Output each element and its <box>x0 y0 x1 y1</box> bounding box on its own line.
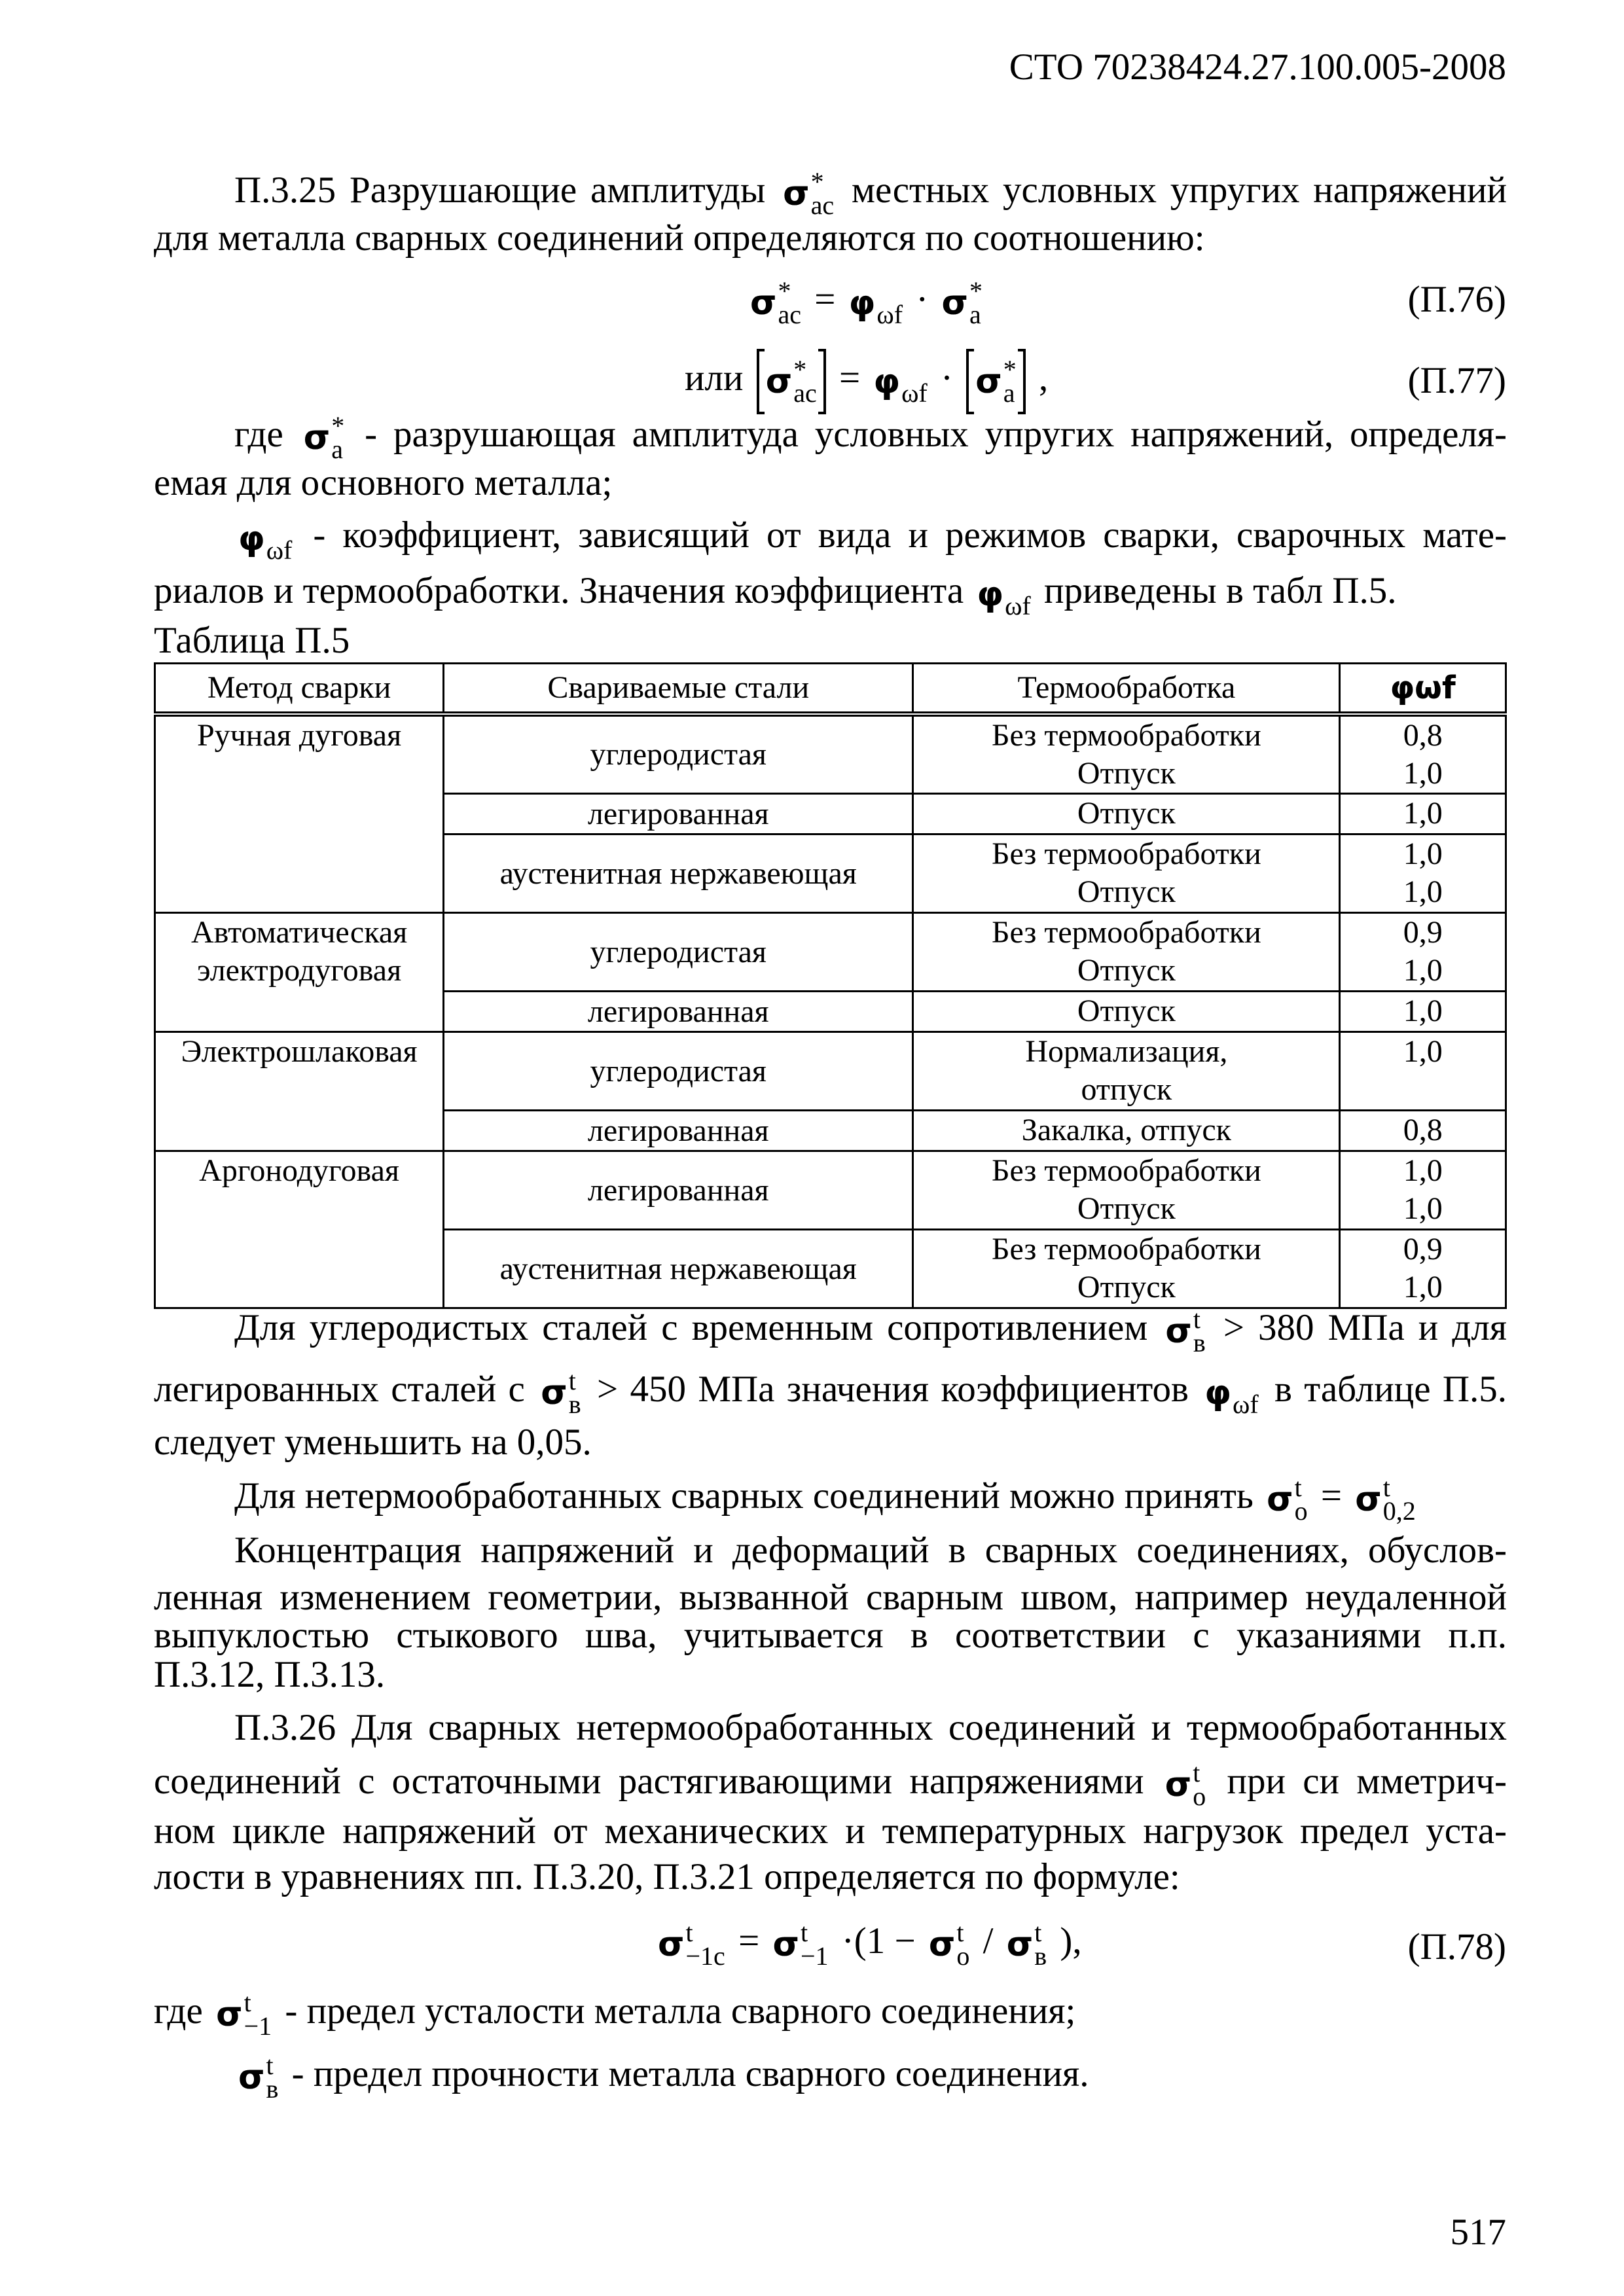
bracket <box>966 349 974 414</box>
text-run: лости в уравнениях пп. П.3.20, П.3.21 определяется по формуле: <box>154 1856 1180 1897</box>
heat-treatment-cell <box>913 1111 1340 1151</box>
math-symbol <box>757 349 826 414</box>
cell-line: Автоматическая электродуговая <box>190 915 408 988</box>
text-run: Таблица П.5 <box>154 620 350 661</box>
symbol-base: σ <box>765 362 793 401</box>
text-line <box>154 567 1396 619</box>
superscript: * <box>969 276 983 306</box>
symbol-base: φ <box>977 574 1004 614</box>
cell-line: Без термообработки <box>991 836 1261 871</box>
text-line <box>234 1704 1507 1752</box>
superscript: t <box>568 1365 576 1395</box>
superscript: t <box>1382 1472 1390 1502</box>
page-number: 517 <box>1450 2212 1506 2253</box>
steel-cell <box>444 714 913 794</box>
cell-line: 1,0 <box>1403 953 1443 988</box>
coefficient-cell <box>1340 794 1506 834</box>
superscript: t <box>244 1987 251 2017</box>
text-run: - предел усталости металла сварного соединения; <box>285 1990 1076 2032</box>
text-run: емая для основного металла; <box>154 462 613 503</box>
superscript: t <box>266 2050 274 2080</box>
text-run: , <box>1038 357 1049 399</box>
cell-line: легированная <box>587 1113 769 1148</box>
text-run: = <box>814 279 836 320</box>
steel-cell <box>444 834 913 913</box>
cell-line: Отпуск <box>1077 1270 1176 1304</box>
cell-line: 1,0 <box>1403 874 1443 909</box>
text-run: П.3.26 Для сварных нетермообработанных соединений и термообработанных <box>234 1707 1507 1748</box>
welding-method-cell <box>155 714 444 913</box>
text-run: Для нетермообработанных сварных соединений можно принять <box>234 1475 1254 1516</box>
superscript: * <box>1003 355 1017 384</box>
welding-method-cell <box>155 1151 444 1308</box>
subscript: ωf <box>901 378 928 408</box>
cell-line: Без термообработки <box>991 1232 1261 1266</box>
superscript: t <box>1193 1304 1201 1334</box>
text-run: выпуклостью стыкового шва, учитывается в соответствии с указаниями п.п. <box>154 1615 1507 1656</box>
symbol-base: σ <box>1267 1479 1293 1519</box>
equation-number: (П.76) <box>1407 279 1506 320</box>
cell-line: углеродистая <box>590 737 767 772</box>
coefficient-cell <box>1340 1032 1506 1111</box>
text-run: > 380 МПа и для <box>1223 1307 1507 1348</box>
subscript: в <box>1034 1941 1047 1971</box>
cell-line: легированная <box>587 994 769 1029</box>
cell-line: Электрошлаковая <box>181 1034 418 1069</box>
math-symbol <box>303 410 345 464</box>
text-run: > 450 МПа значения коэффициентов <box>596 1369 1189 1410</box>
column-header: Свариваемые стали <box>444 664 913 715</box>
superscript: t <box>1294 1472 1302 1502</box>
equation-number: (П.78) <box>1407 1926 1506 1967</box>
symbol-base: σ <box>238 2057 265 2097</box>
table-caption <box>154 617 350 665</box>
steel-cell <box>444 1230 913 1308</box>
subscript: ωf <box>266 535 293 565</box>
cell-line: Отпуск <box>1077 874 1176 909</box>
table-row <box>155 913 1506 992</box>
cell-line: Отпуск <box>1077 1191 1176 1226</box>
text-run: или <box>685 357 744 399</box>
cell-line: Без термообработки <box>991 1153 1261 1188</box>
equation-number: (П.77) <box>1407 360 1506 401</box>
text-run: риалов и термообработки. Значения коэффициента <box>154 570 964 611</box>
superscript: t <box>685 1917 693 1947</box>
steel-cell <box>444 1151 913 1230</box>
cell-line: 1,0 <box>1403 994 1443 1028</box>
math-symbol <box>1165 1304 1206 1357</box>
welding-method-cell <box>155 913 444 1032</box>
text-run: ленная изменением геометрии, вызванной сварным швом, например неудаленной <box>154 1577 1507 1618</box>
text-line <box>154 1853 1180 1901</box>
math-symbol <box>238 2050 279 2104</box>
cell-line: 0,8 <box>1403 1113 1443 1147</box>
text-line <box>234 1304 1507 1355</box>
subscript: в <box>266 2073 279 2104</box>
superscript: * <box>778 276 791 306</box>
heat-treatment-cell <box>913 1230 1340 1308</box>
text-line <box>234 166 1507 218</box>
text-run: П.3.25 Разрушающие амплитуды <box>234 170 766 211</box>
text-run: соединений с остаточными растягивающими напряжениями <box>154 1761 1144 1802</box>
subscript: ωf <box>876 299 903 329</box>
text-run: где <box>154 1990 203 2032</box>
text-run: в таблице П.5. <box>1274 1369 1507 1410</box>
text-run: П.3.12, П.3.13. <box>154 1654 386 1695</box>
cell-line: 1,0 <box>1403 1153 1443 1188</box>
superscript: * <box>793 355 807 384</box>
text-line <box>154 1418 592 1467</box>
subscript: a <box>1003 378 1015 408</box>
symbol-base: σ <box>1355 1479 1382 1519</box>
subscript: a <box>331 434 344 464</box>
text-line <box>154 459 612 507</box>
subscript: ac <box>793 378 817 408</box>
symbol-base: σ <box>303 418 331 457</box>
steel-cell <box>444 913 913 992</box>
heat-treatment-cell <box>913 913 1340 992</box>
math-symbol <box>1355 1472 1416 1526</box>
text-run: для металла сварных соединений определяются по соотношению: <box>154 217 1205 259</box>
heat-treatment-cell <box>913 714 1340 794</box>
symbol-base: φ <box>1204 1372 1231 1412</box>
cell-line: 1,0 <box>1403 796 1443 831</box>
text-run: = <box>839 357 861 399</box>
math-symbol <box>928 1917 970 1971</box>
text-run: при си мметрич- <box>1227 1761 1507 1802</box>
math-symbol <box>941 276 983 329</box>
subscript: o <box>1193 1781 1206 1811</box>
heat-treatment-cell <box>913 1032 1340 1111</box>
cell-line: Без термообработки <box>991 718 1261 753</box>
heat-treatment-cell <box>913 992 1340 1032</box>
subscript: ac <box>810 190 835 220</box>
subscript: −1 <box>244 2011 272 2041</box>
formula <box>746 276 986 327</box>
text-run: ), <box>1060 1920 1082 1962</box>
math-symbol <box>772 1917 829 1971</box>
superscript: t <box>1034 1917 1042 1947</box>
text-line <box>154 1365 1507 1417</box>
steel-cell <box>444 1111 913 1151</box>
coefficient-cell <box>1340 1230 1506 1308</box>
cell-line: 0,9 <box>1403 1232 1443 1266</box>
bracket <box>1018 349 1026 414</box>
symbol-base: σ <box>1165 1311 1192 1351</box>
text-line <box>234 1472 1420 1524</box>
column-header: Метод сварки <box>155 664 444 715</box>
cell-line: аустенитная нержавеющая <box>499 855 857 891</box>
cell-line: 1,0 <box>1403 756 1443 791</box>
math-symbol <box>541 1365 581 1419</box>
symbol-base: σ <box>1006 1924 1034 1964</box>
text-run: · <box>940 357 953 399</box>
cell-line: Аргонодуговая <box>199 1153 399 1188</box>
cell-line: Нормализация, отпуск <box>1025 1034 1228 1107</box>
cell-line: 0,8 <box>1403 718 1443 753</box>
subscript: o <box>956 1941 970 1971</box>
math-symbol <box>977 570 1030 619</box>
formula <box>654 1917 1082 1969</box>
cell-line: Закалка, отпуск <box>1021 1113 1231 1147</box>
text-line <box>154 214 1205 262</box>
superscript: t <box>800 1917 808 1947</box>
symbol-base: φ <box>848 283 876 323</box>
subscript: в <box>568 1389 581 1419</box>
text-run: ном цикле напряжений от механических и температурных нагрузок предел уста- <box>154 1810 1507 1852</box>
cell-line: Отпуск <box>1077 994 1176 1028</box>
math-symbol <box>238 514 292 563</box>
coefficient-cell <box>1340 1151 1506 1230</box>
symbol-base: σ <box>783 173 810 213</box>
symbol-base: φ <box>238 518 265 558</box>
cell-line: Ручная дуговая <box>196 718 402 753</box>
math-symbol <box>750 276 802 329</box>
symbol-base: σ <box>216 1994 243 2034</box>
text-run: / <box>983 1920 994 1962</box>
steel-cell <box>444 794 913 834</box>
cell-line: Отпуск <box>1077 796 1176 831</box>
cell-line: 1,0 <box>1403 836 1443 871</box>
welding-method-cell <box>155 1032 444 1151</box>
cell-line: легированная <box>587 796 769 831</box>
cell-line: аустенитная нержавеющая <box>499 1251 857 1286</box>
coefficient-cell <box>1340 1111 1506 1151</box>
math-symbol <box>1267 1472 1308 1526</box>
text-run: = <box>1320 1475 1343 1516</box>
text-line <box>234 1526 1507 1575</box>
coefficient-cell <box>1340 992 1506 1032</box>
coefficient-cell <box>1340 913 1506 992</box>
superscript: t <box>956 1917 964 1947</box>
symbol-base: σ <box>750 283 777 323</box>
text-line <box>154 1807 1507 1856</box>
text-run: · <box>916 279 929 320</box>
math-symbol <box>1204 1369 1258 1417</box>
column-header: Термообработка <box>913 664 1340 715</box>
text-line <box>234 511 1507 563</box>
heat-treatment-cell <box>913 794 1340 834</box>
text-line <box>154 1987 1075 2039</box>
subscript: −1c <box>685 1941 725 1971</box>
symbol-base: σ <box>975 362 1002 401</box>
formula <box>685 349 1048 414</box>
cell-line: Отпуск <box>1077 953 1176 988</box>
cell-line: Отпуск <box>1077 756 1176 791</box>
coefficient-cell <box>1340 714 1506 794</box>
math-symbol <box>1006 1917 1047 1971</box>
subscript: ωf <box>1232 1389 1259 1419</box>
math-symbol <box>873 357 927 406</box>
table-header-row <box>155 664 1506 715</box>
text-run: местных условных упругих напряжений <box>851 170 1507 211</box>
superscript: * <box>810 166 824 196</box>
math-symbol <box>658 1917 725 1971</box>
subscript: 0,2 <box>1382 1496 1416 1526</box>
text-line <box>234 410 1507 462</box>
heat-treatment-cell <box>913 1151 1340 1230</box>
cell-line: 0,9 <box>1403 915 1443 950</box>
text-run: ·(1 − <box>841 1920 916 1962</box>
cell-line: углеродистая <box>590 934 767 969</box>
symbol-base: σ <box>541 1372 568 1412</box>
text-line <box>154 1757 1507 1809</box>
heat-treatment-cell <box>913 834 1340 913</box>
text-run: - разрушающая амплитуда условных упругих напряжений, определя- <box>365 414 1507 455</box>
symbol-base: σ <box>941 283 968 323</box>
text-run: Концентрация напряжений и деформаций в сварных соединениях, обуслов- <box>234 1530 1507 1571</box>
math-symbol <box>783 166 835 220</box>
math-symbol <box>966 349 1026 414</box>
text-run: где <box>234 414 283 455</box>
text-run: следует уменьшить на 0,05. <box>154 1422 592 1463</box>
table-row <box>155 714 1506 794</box>
subscript: ωf <box>1005 590 1031 620</box>
cell-line: углеродистая <box>590 1053 767 1088</box>
cell-line: легированная <box>587 1172 769 1208</box>
math-symbol <box>216 1987 272 2041</box>
symbol-base: σ <box>1164 1765 1192 1804</box>
subscript: a <box>969 299 981 329</box>
text-run: - коэффициент, зависящий от вида и режимов сварки, сварочных мате- <box>313 514 1507 556</box>
subscript: ac <box>778 299 802 329</box>
symbol-base: σ <box>772 1924 799 1964</box>
cell-line: 1,0 <box>1403 1270 1443 1304</box>
text-line <box>234 2050 1089 2102</box>
superscript: * <box>331 410 345 440</box>
text-run: = <box>738 1920 760 1962</box>
steel-cell <box>444 1032 913 1111</box>
math-symbol <box>849 279 903 327</box>
bracket <box>818 349 826 414</box>
cell-line: Без термообработки <box>991 915 1261 950</box>
cell-line: 1,0 <box>1403 1034 1443 1069</box>
bracket <box>757 349 765 414</box>
steel-cell <box>444 992 913 1032</box>
text-run: Для углеродистых сталей с временным сопротивлением <box>234 1307 1148 1348</box>
table-row <box>155 1032 1506 1111</box>
document-code: СТО 70238424.27.100.005-2008 <box>1009 46 1506 88</box>
subscript: в <box>1193 1327 1206 1357</box>
subscript: −1 <box>800 1941 829 1971</box>
text-run: легированных сталей с <box>154 1369 525 1410</box>
subscript: o <box>1294 1496 1308 1526</box>
symbol-base: σ <box>928 1924 956 1964</box>
coefficient-cell <box>1340 834 1506 913</box>
text-run: приведены в табл П.5. <box>1043 570 1397 611</box>
superscript: t <box>1193 1757 1200 1787</box>
text-line <box>154 1651 385 1699</box>
symbol-base: σ <box>658 1924 685 1964</box>
welding-coefficient-table <box>154 662 1507 1309</box>
column-header: φωf <box>1340 664 1506 715</box>
math-symbol <box>1164 1757 1206 1811</box>
text-run: - предел прочности металла сварного соединения. <box>291 2053 1089 2094</box>
symbol-base: φ <box>873 362 901 401</box>
cell-line: 1,0 <box>1403 1191 1443 1226</box>
table-row <box>155 1151 1506 1230</box>
